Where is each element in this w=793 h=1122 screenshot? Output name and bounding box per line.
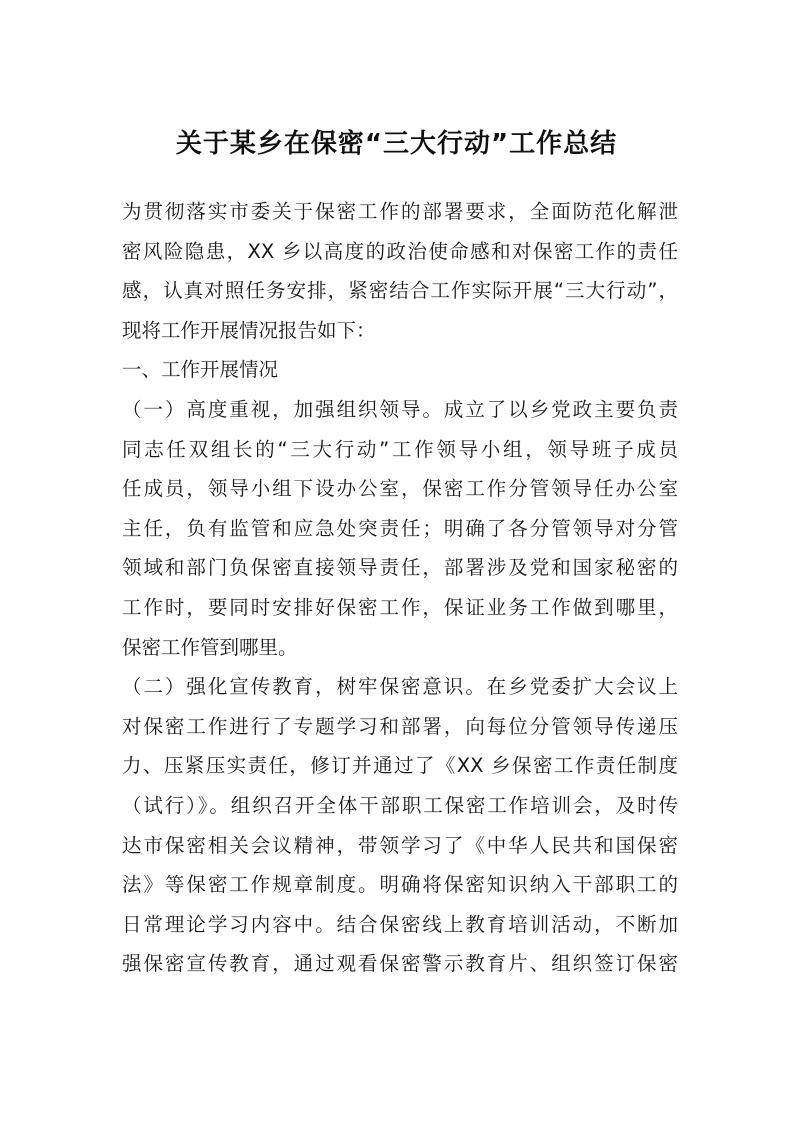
body-line: 一、工作开展情况 <box>122 358 279 382</box>
body-line: 同志任双组长的“三大行动”工作领导小组，领导班子成员 <box>122 437 678 461</box>
body-line: （一）高度重视，加强组织领导。成立了以乡党政主要负责 <box>122 397 678 421</box>
body-line: 为贯彻落实市委关于保密工作的部署要求，全面防范化解泄 <box>122 200 678 223</box>
body-line: 现将工作开展情况报告如下： <box>122 318 376 342</box>
body-line: 密风险隐患，XX 乡以高度的政治使命感和对保密工作的责任 <box>122 239 678 263</box>
body-line: 任成员，领导小组下设办公室，保密工作分管领导任办公室 <box>122 477 678 501</box>
body-line: 达市保密相关会议精神，带领学习了《中华人民共和国保密 <box>122 833 678 857</box>
document-body <box>122 192 678 984</box>
body-line: （二）强化宣传教育，树牢保密意识。在乡党委扩大会议上 <box>122 675 678 699</box>
body-line: 保密工作管到哪里。 <box>122 635 298 659</box>
body-line: 力、压紧压实责任，修订并通过了《XX 乡保密工作责任制度 <box>122 754 678 778</box>
body-line: 日常理论学习内容中。结合保密线上教育培训活动，不断加 <box>122 912 678 936</box>
body-line: 工作时，要同时安排好保密工作，保证业务工作做到哪里， <box>122 595 678 619</box>
document-title: 关于某乡在保密“三大行动”工作总结 <box>175 129 618 159</box>
body-line: 对保密工作进行了专题学习和部署，向每位分管领导传递压 <box>122 714 678 738</box>
body-line: 领域和部门负保密直接领导责任，部署涉及党和国家秘密的 <box>122 556 678 580</box>
body-line: 法》等保密工作规章制度。明确将保密知识纳入干部职工的 <box>122 873 678 897</box>
body-line: 强保密宣传教育，通过观看保密警示教育片、组织签订保密 <box>122 952 678 976</box>
body-line: （试行）》。组织召开全体干部职工保密工作培训会，及时传 <box>122 793 678 817</box>
body-line: 感，认真对照任务安排，紧密结合工作实际开展“三大行动”， <box>122 279 678 303</box>
body-line: 主任，负有监管和应急处突责任；明确了各分管领导对分管 <box>122 516 678 540</box>
